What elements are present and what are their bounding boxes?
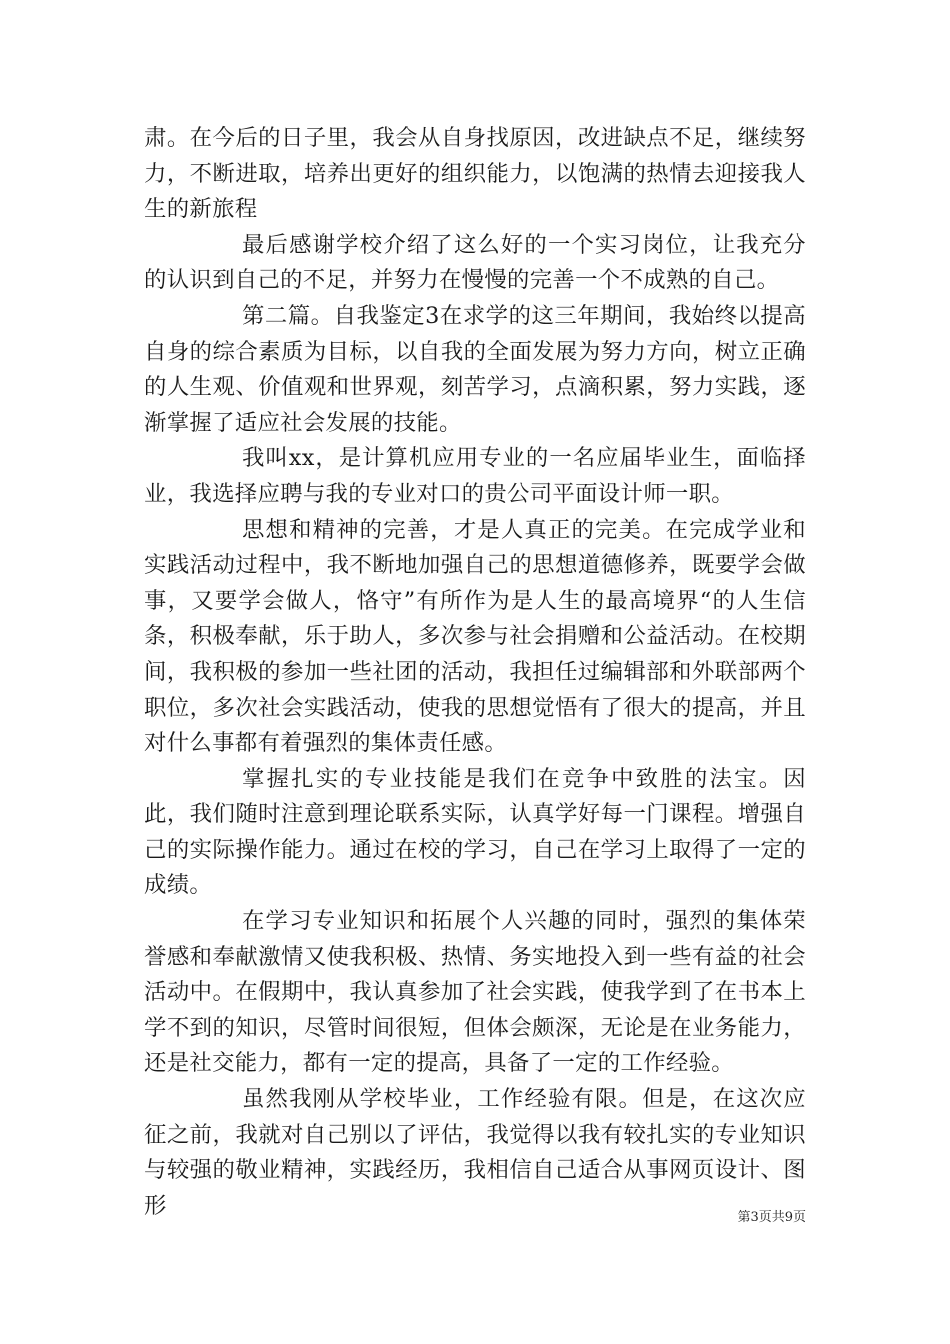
paragraph-introduction: 我叫xx，是计算机应用专业的一名应届毕业生，面临择业，我选择应聘与我的专业对口的贵公司平面设计师一职。 [144,445,806,507]
paragraph-second-article: 第二篇。自我鉴定3在求学的这三年期间，我始终以提高自身的综合素质为目标，以自我的全面发展为努力方向，树立正确的人生观、价值观和世界观，刻苦学习，点滴积累，努力实践，逐渐掌握了适应社会发展的技能。 [144,302,806,436]
paragraph-thanks: 最后感谢学校介绍了这么好的一个实习岗位，让我充分的认识到自己的不足，并努力在慢慢的完善一个不成熟的自己。 [144,231,806,294]
page-number: 第3页共9页 [737,1210,806,1225]
paragraph-social-activities: 在学习专业知识和拓展个人兴趣的同时，强烈的集体荣誉感和奉献激情又使我积极、热情、务实地投入到一些有益的社会活动中。在假期中，我认真参加了社会实践，使我学到了在书本上学不到的知识，尽管时间很短，但体会颇深，无论是在业务能力，还是社交能力，都有一定的提高，具备了一定的工作经验。 [144,908,806,1077]
document-body [144,121,806,1224]
paragraph-experience: 虽然我刚从学校毕业，工作经验有限。但是，在这次应征之前，我就对自己别以了评估，我觉得以我有较扎实的专业知识与较强的敬业精神，实践经历，我相信自己适合从事网页设计、图形 [144,1086,806,1219]
paragraph-continuation: 肃。在今后的日子里，我会从自身找原因，改进缺点不足，继续努力，不断进取，培养出更好的组织能力，以饱满的热情去迎接我人生的新旅程 [144,125,806,223]
paragraph-thought: 思想和精神的完善，才是人真正的完美。在完成学业和实践活动过程中，我不断地加强自己的思想道德修养，既要学会做事，又要学会做人，恪守”有所作为是人生的最高境界“的人生信条，积极奉献，乐于助人，多次参与社会捐赠和公益活动。在校期间，我积极的参加一些社团的活动，我担任过编辑部和外联部两个职位，多次社会实践活动，使我的思想觉悟有了很大的提高，并且对什么事都有着强烈的集体责任感。 [144,516,806,757]
paragraph-skills: 掌握扎实的专业技能是我们在竞争中致胜的法宝。因此，我们随时注意到理论联系实际，认真学好每一门课程。增强自己的实际操作能力。通过在校的学习，自己在学习上取得了一定的成绩。 [144,765,806,899]
